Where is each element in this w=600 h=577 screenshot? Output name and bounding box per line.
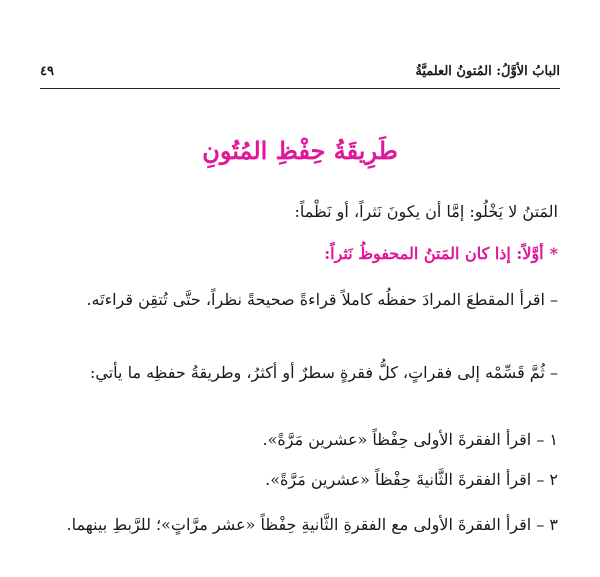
section-title: طَرِيقَةُ حِفْظِ المُتُونِ <box>202 136 398 165</box>
step-2: ٢ – اقرأ الفقرةَ الثَّانيةَ حِفْظاً «عشرين مَرَّةً». <box>265 470 558 489</box>
running-title: البابُ الأوَّلُ: المُتونُ العلميَّةُ <box>415 64 560 79</box>
step-3: ٣ – اقرأ الفقرةَ الأولى مع الفقرةِ الثَّانيةِ حِفْظاً «عشر مرَّاتٍ»؛ للرَّبطِ بينهما. <box>66 515 558 534</box>
star-marker: * <box>549 244 558 263</box>
paragraph-read-whole: – اقرأ المقطعَ المرادَ حفظُه كاملاً قراءةً صحيحةً نظراً، حتَّى تُتقِن قراءتَه. <box>86 290 558 309</box>
step-1: ١ – اقرأ الفقرةَ الأولى حِفْظاً «عشرين مَرَّةً». <box>262 430 558 449</box>
paragraph-split-sections: – ثُمَّ قَسِّمْه إلى فقراتٍ، كلُّ فقرةٍ سطرٌ أو أكثرُ، وطريقةُ حفظِه ما يأتي: <box>89 363 558 382</box>
page-number: ٤٩ <box>40 64 54 79</box>
running-header <box>40 62 560 89</box>
intro-line: المَتنُ لا يَخْلُو: إمَّا أن يكونَ نَثراً، أو نَظْماً: <box>294 202 558 221</box>
subheading <box>42 244 558 264</box>
subheading-text: أوَّلاً: إذا كان المَتنُ المحفوظُ نَثراً: <box>324 244 544 263</box>
